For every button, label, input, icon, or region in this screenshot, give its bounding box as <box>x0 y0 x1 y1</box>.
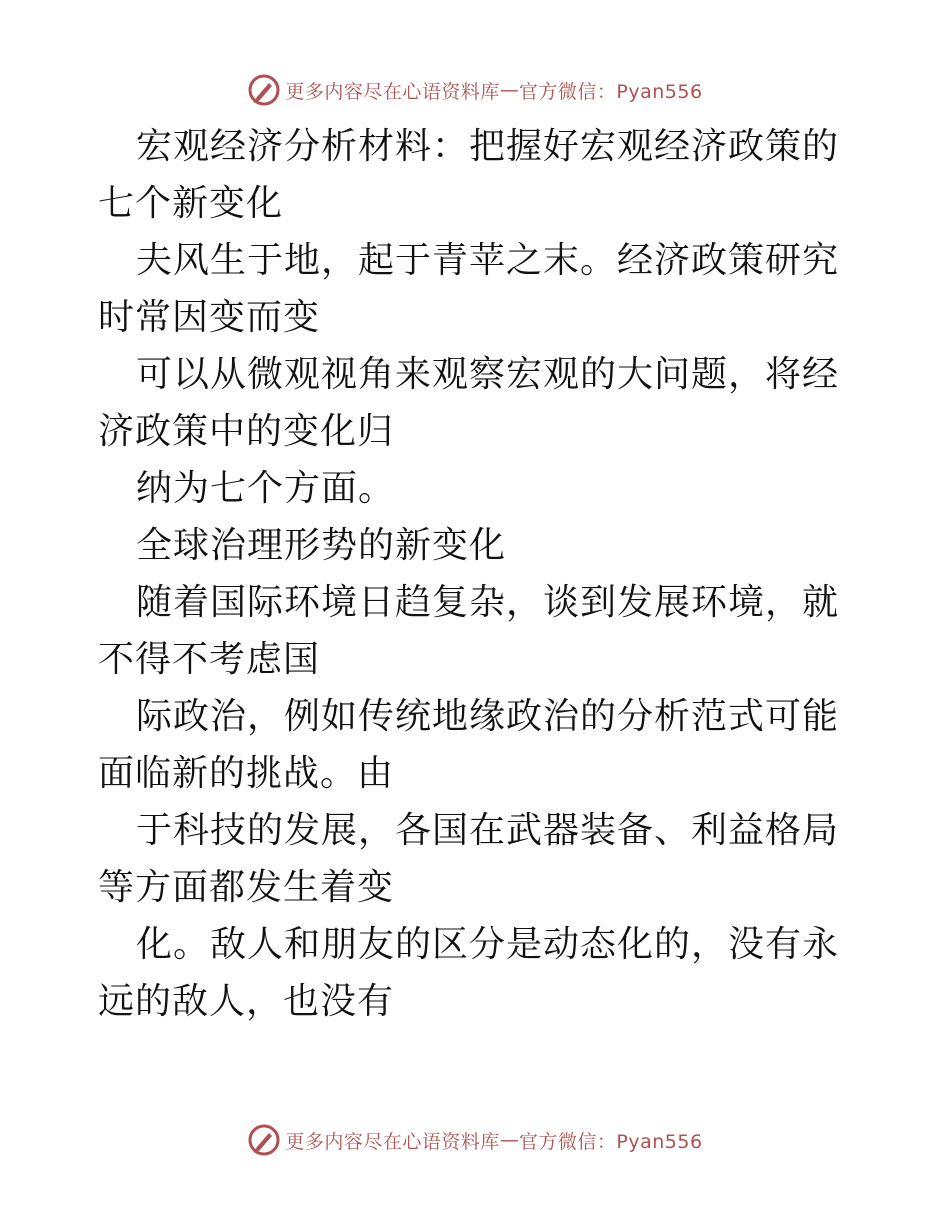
watermark-text: 更多内容尽在心语资料库 <box>285 1130 500 1153</box>
watermark-wechat: 官方微信：Pyan556 <box>518 1130 703 1153</box>
header-watermark <box>0 70 950 110</box>
paragraph: 夫风生于地，起于青苹之末。经济政策研究时常因变而变 <box>98 240 840 338</box>
paragraph: 纳为七个方面。 <box>136 468 396 509</box>
watermark-separator: — <box>499 79 519 101</box>
pen-logo-icon <box>247 73 281 107</box>
document-body <box>98 118 858 1030</box>
paragraph: 可以从微观视角来观察宏观的大问题，将经济政策中的变化归 <box>98 354 840 452</box>
paragraph: 际政治，例如传统地缘政治的分析范式可能面临新的挑战。由 <box>98 696 840 794</box>
section-heading: 全球治理形势的新变化 <box>136 525 507 566</box>
footer-watermark <box>0 1120 950 1160</box>
paragraph: 化。敌人和朋友的区分是动态化的，没有永远的敌人，也没有 <box>98 924 840 1022</box>
watermark-separator: — <box>499 1129 519 1151</box>
paragraph: 随着国际环境日趋复杂，谈到发展环境，就不得不考虑国 <box>98 582 840 680</box>
paragraph: 于科技的发展，各国在武器装备、利益格局等方面都发生着变 <box>98 810 840 908</box>
pen-logo-icon <box>247 1123 281 1157</box>
watermark-wechat: 官方微信：Pyan556 <box>518 80 703 103</box>
watermark-text: 更多内容尽在心语资料库 <box>285 80 500 103</box>
paragraph-title: 宏观经济分析材料：把握好宏观经济政策的七个新变化 <box>98 126 840 224</box>
